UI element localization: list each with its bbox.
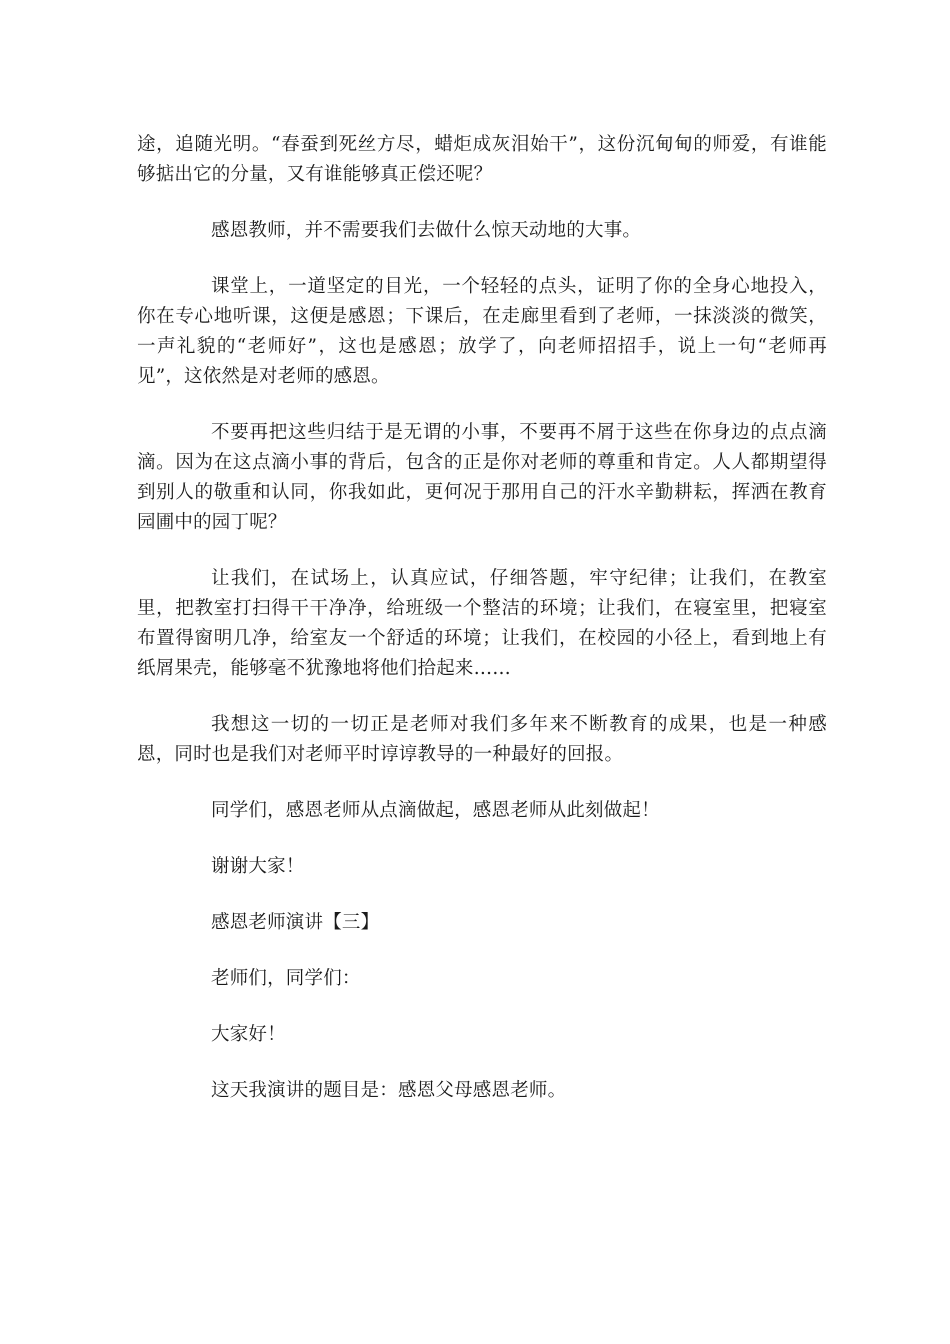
paragraph-thanks: 谢谢大家！	[211, 856, 305, 877]
document-page	[137, 130, 827, 1106]
paragraph-continuation: 途，追随光明。“春蚕到死丝方尽，蜡炬成灰泪始干”，这份沉甸甸的师爱，有谁能够掂出它的分量，又有谁能够真正偿还呢？	[137, 134, 827, 185]
paragraph-topic: 这天我演讲的题目是：感恩父母感恩老师。	[211, 1080, 567, 1101]
paragraph-result: 我想这一切的一切正是老师对我们多年来不断教育的成果，也是一种感恩，同时也是我们对老师平时谆谆教导的一种最好的回报。	[137, 714, 827, 765]
paragraph-small-things: 不要再把这些归结于是无谓的小事，不要再不屑于这些在你身边的点点滴滴。因为在这点滴小事的背后，包含的正是你对老师的尊重和肯定。人人都期望得到别人的敬重和认同，你我如此，更何况于那用自己的汗水辛勤耕耘，挥洒在教育园圃中的园丁呢？	[137, 422, 827, 533]
paragraph-call-to-action: 同学们，感恩老师从点滴做起，感恩老师从此刻做起！	[211, 800, 660, 821]
section-heading-speech-three: 感恩老师演讲【三】	[211, 912, 380, 933]
paragraph-greeting: 大家好！	[211, 1024, 286, 1045]
paragraph-classroom: 课堂上，一道坚定的目光，一个轻轻的点头，证明了你的全身心地投入，你在专心地听课，这便是感恩；下课后，在走廊里看到了老师，一抹淡淡的微笑，一声礼貌的“老师好”，这也是感恩；放学了，向老师招招手，说上一句“老师再见”，这依然是对老师的感恩。	[137, 276, 827, 387]
paragraph-salutation: 老师们，同学们：	[211, 968, 361, 989]
paragraph-let-us: 让我们，在试场上，认真应试，仔细答题，牢守纪律；让我们，在教室里，把教室打扫得干干净净，给班级一个整洁的环境；让我们，在寝室里，把寝室布置得窗明几净，给室友一个舒适的环境；让我们，在校园的小径上，看到地上有纸屑果壳，能够毫不犹豫地将他们拾起来……	[137, 568, 827, 679]
paragraph-gratitude-intro: 感恩教师，并不需要我们去做什么惊天动地的大事。	[211, 220, 642, 241]
